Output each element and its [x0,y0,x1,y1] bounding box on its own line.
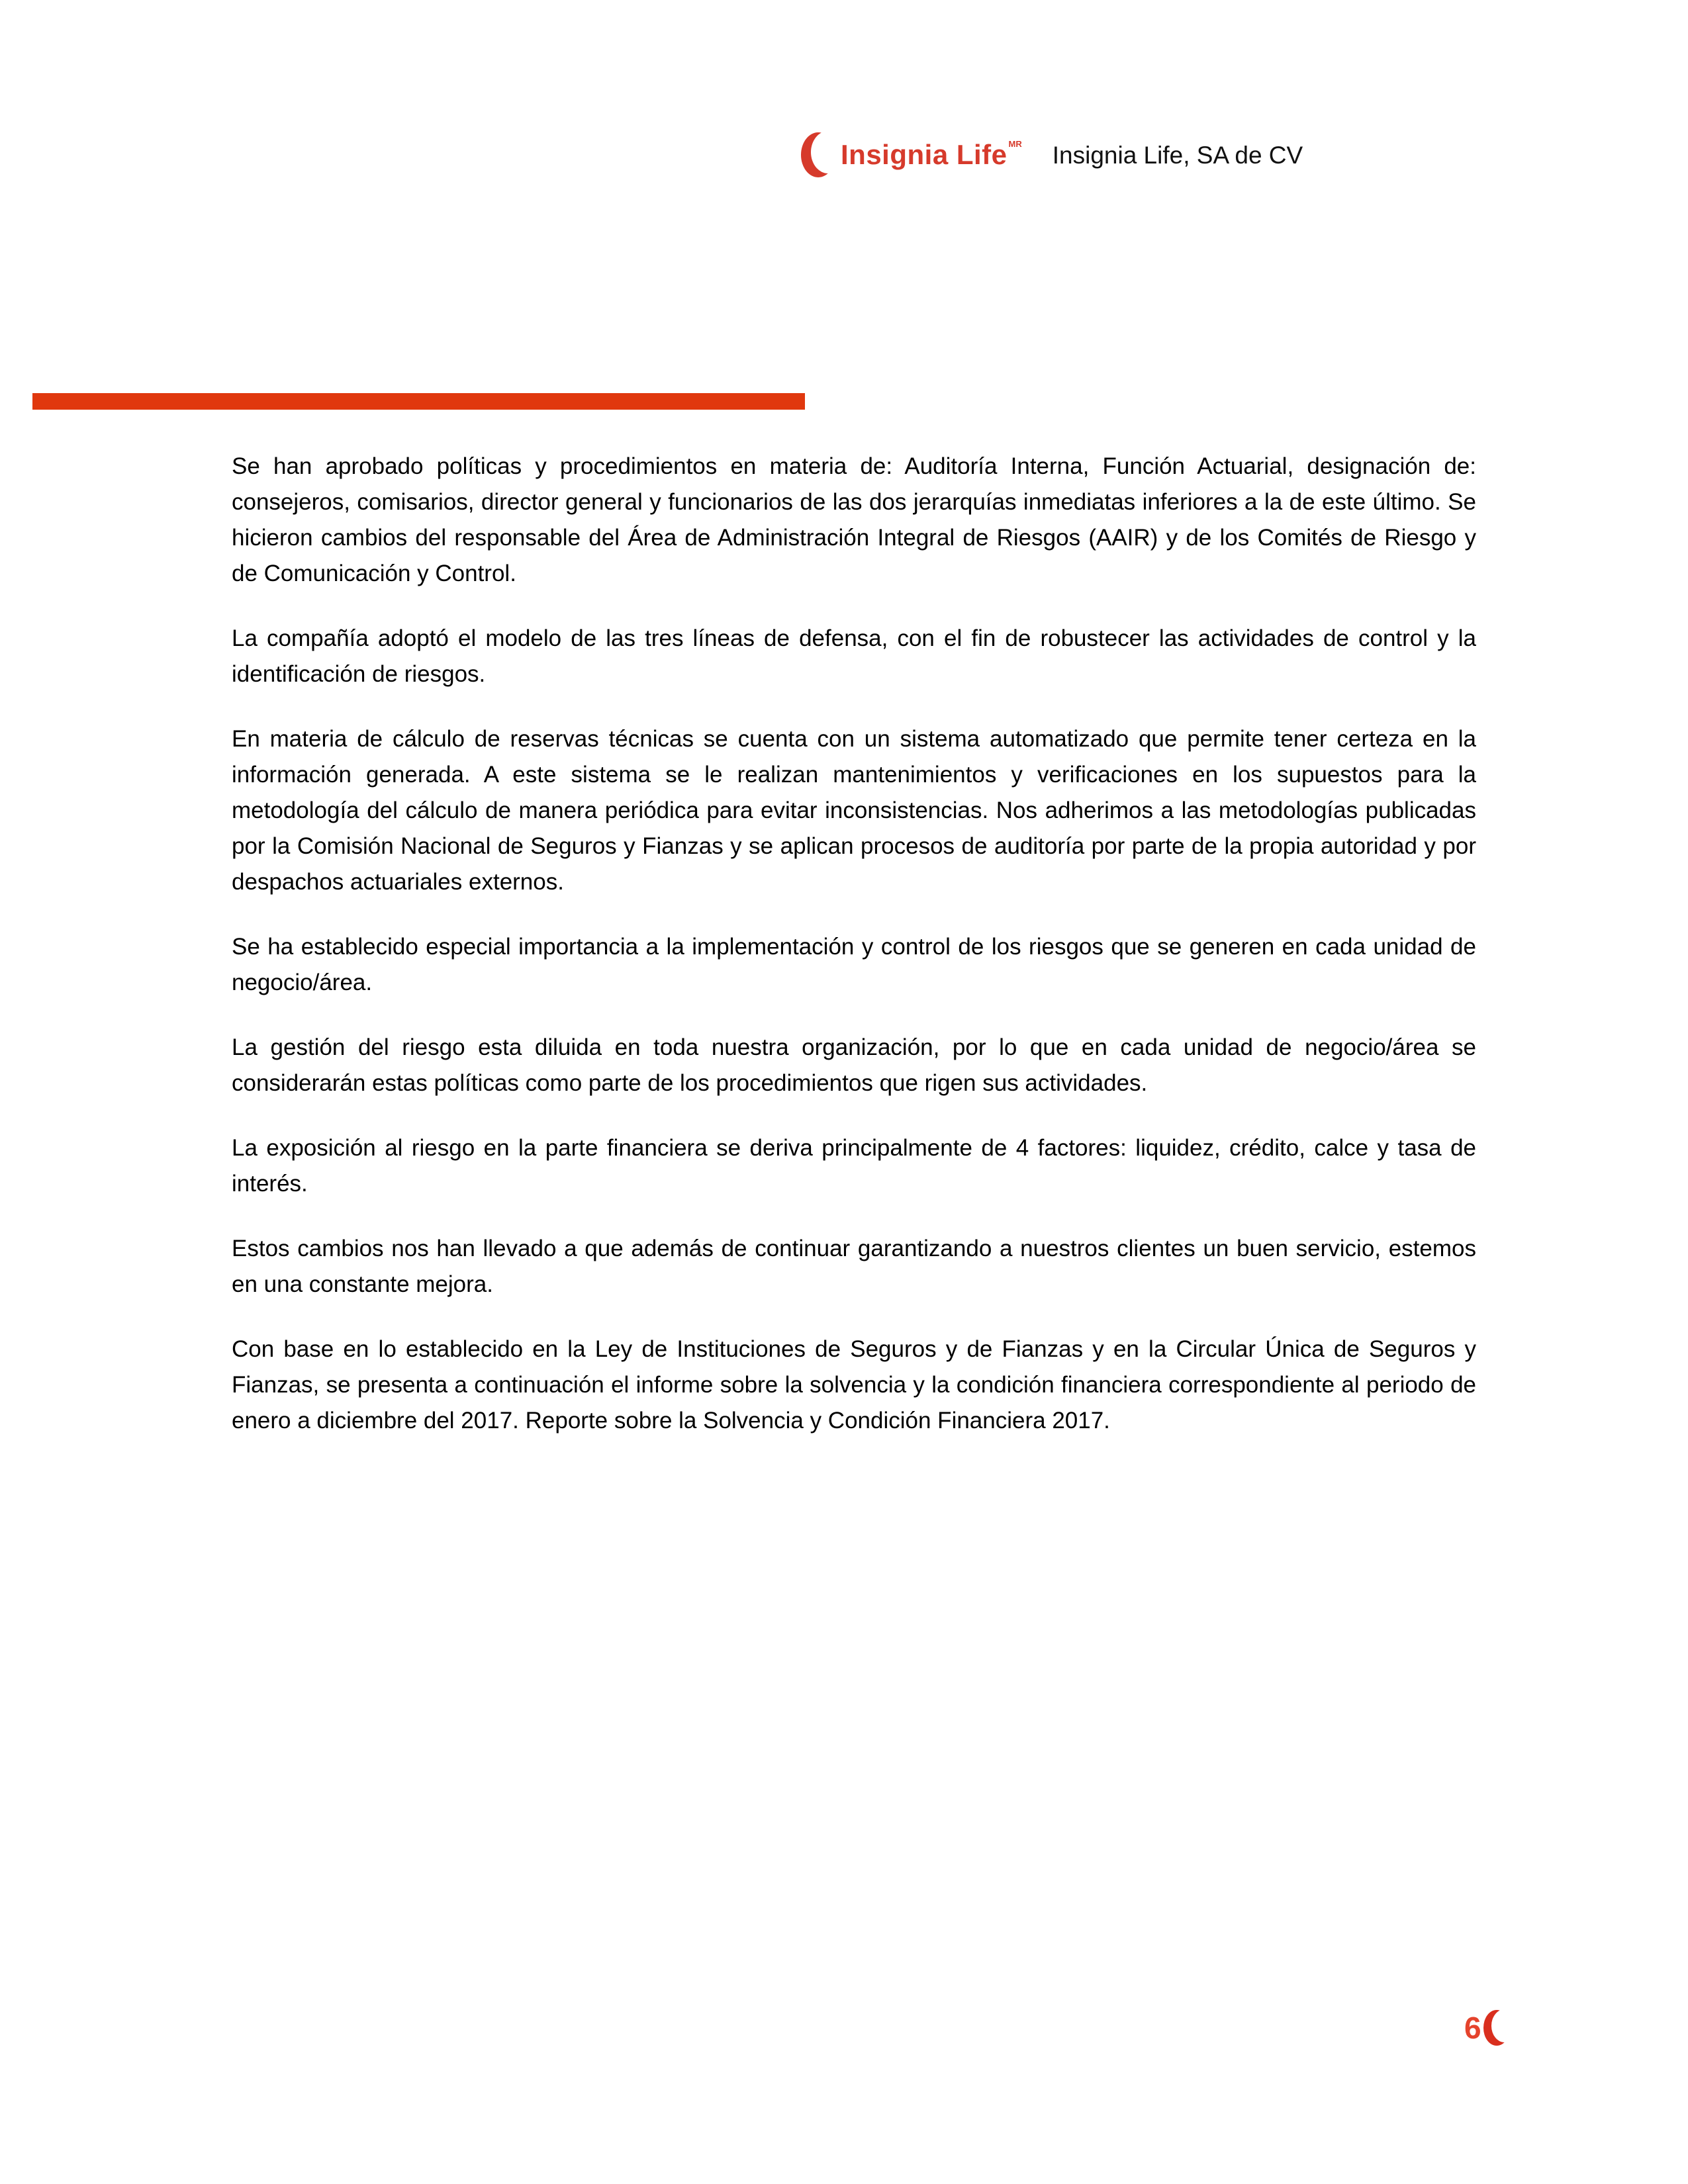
paragraph: En materia de cálculo de reservas técnicas se cuenta con un sistema automatizado que permite tener certeza en la información generada. A este sistema se le realizan mantenimientos y verificaciones en los supuestos para la metodología del cálculo de manera periódica para evitar inconsistencias. Nos adherimos a las metodologías publicadas por la Comisión Nacional de Seguros y Fianzas y se aplican procesos de auditoría por parte de la propia autoridad y por despachos actuariales externos. [232,726,1476,895]
logo-registered-mark: MR [1008,139,1022,149]
paragraph: Con base en lo establecido en la Ley de Instituciones de Seguros y de Fianzas y en la Circular Única de Seguros y Fianzas, se presenta a continuación el informe sobre la solvencia y la condición financiera correspondiente al periodo de enero a diciembre del 2017. Reporte sobre la Solvencia y Condición Financiera 2017. [232,1336,1476,1433]
paragraph: La exposición al riesgo en la parte financiera se deriva principalmente de 4 factores: liquidez, crédito, calce y tasa de interés. [232,1135,1476,1197]
page-footer [1464,2009,1511,2046]
paragraph: La gestión del riesgo esta diluida en toda nuestra organización, por lo que en cada unidad de negocio/área se considerarán estas políticas como parte de los procedimientos que rigen sus actividades. [232,1034,1476,1096]
crescent-icon [801,132,837,177]
logo-wordmark: Insignia Life [841,139,1008,170]
paragraph: Se ha establecido especial importancia a la implementación y control de los riesgos que se generen en cada unidad de negocio/área. [232,934,1476,995]
page-number: 6 [1464,2011,1481,2045]
section-divider-bar [32,393,805,410]
crescent-icon [1483,2010,1511,2046]
company-name: Insignia Life, SA de CV [1052,142,1303,169]
paragraph: Estos cambios nos han llevado a que además de continuar garantizando a nuestros clientes un buen servicio, estemos en una constante mejora. [232,1236,1476,1297]
insignia-life-logo [801,132,1022,177]
document-body [232,449,1476,1468]
page-header [801,132,1303,177]
paragraph: Se han aprobado políticas y procedimientos en materia de: Auditoría Interna, Función Actuarial, designación de: consejeros, comisarios, director general y funcionarios de las dos jerarquías inmediatas inferiores a la de este último. Se hicieron cambios del responsable del Área de Administración Integral de Riesgos (AAIR) y de los Comités de Riesgo y de Comunicación y Control. [232,453,1476,586]
paragraph: La compañía adoptó el modelo de las tres líneas de defensa, con el fin de robustecer las actividades de control y la identificación de riesgos. [232,625,1476,687]
